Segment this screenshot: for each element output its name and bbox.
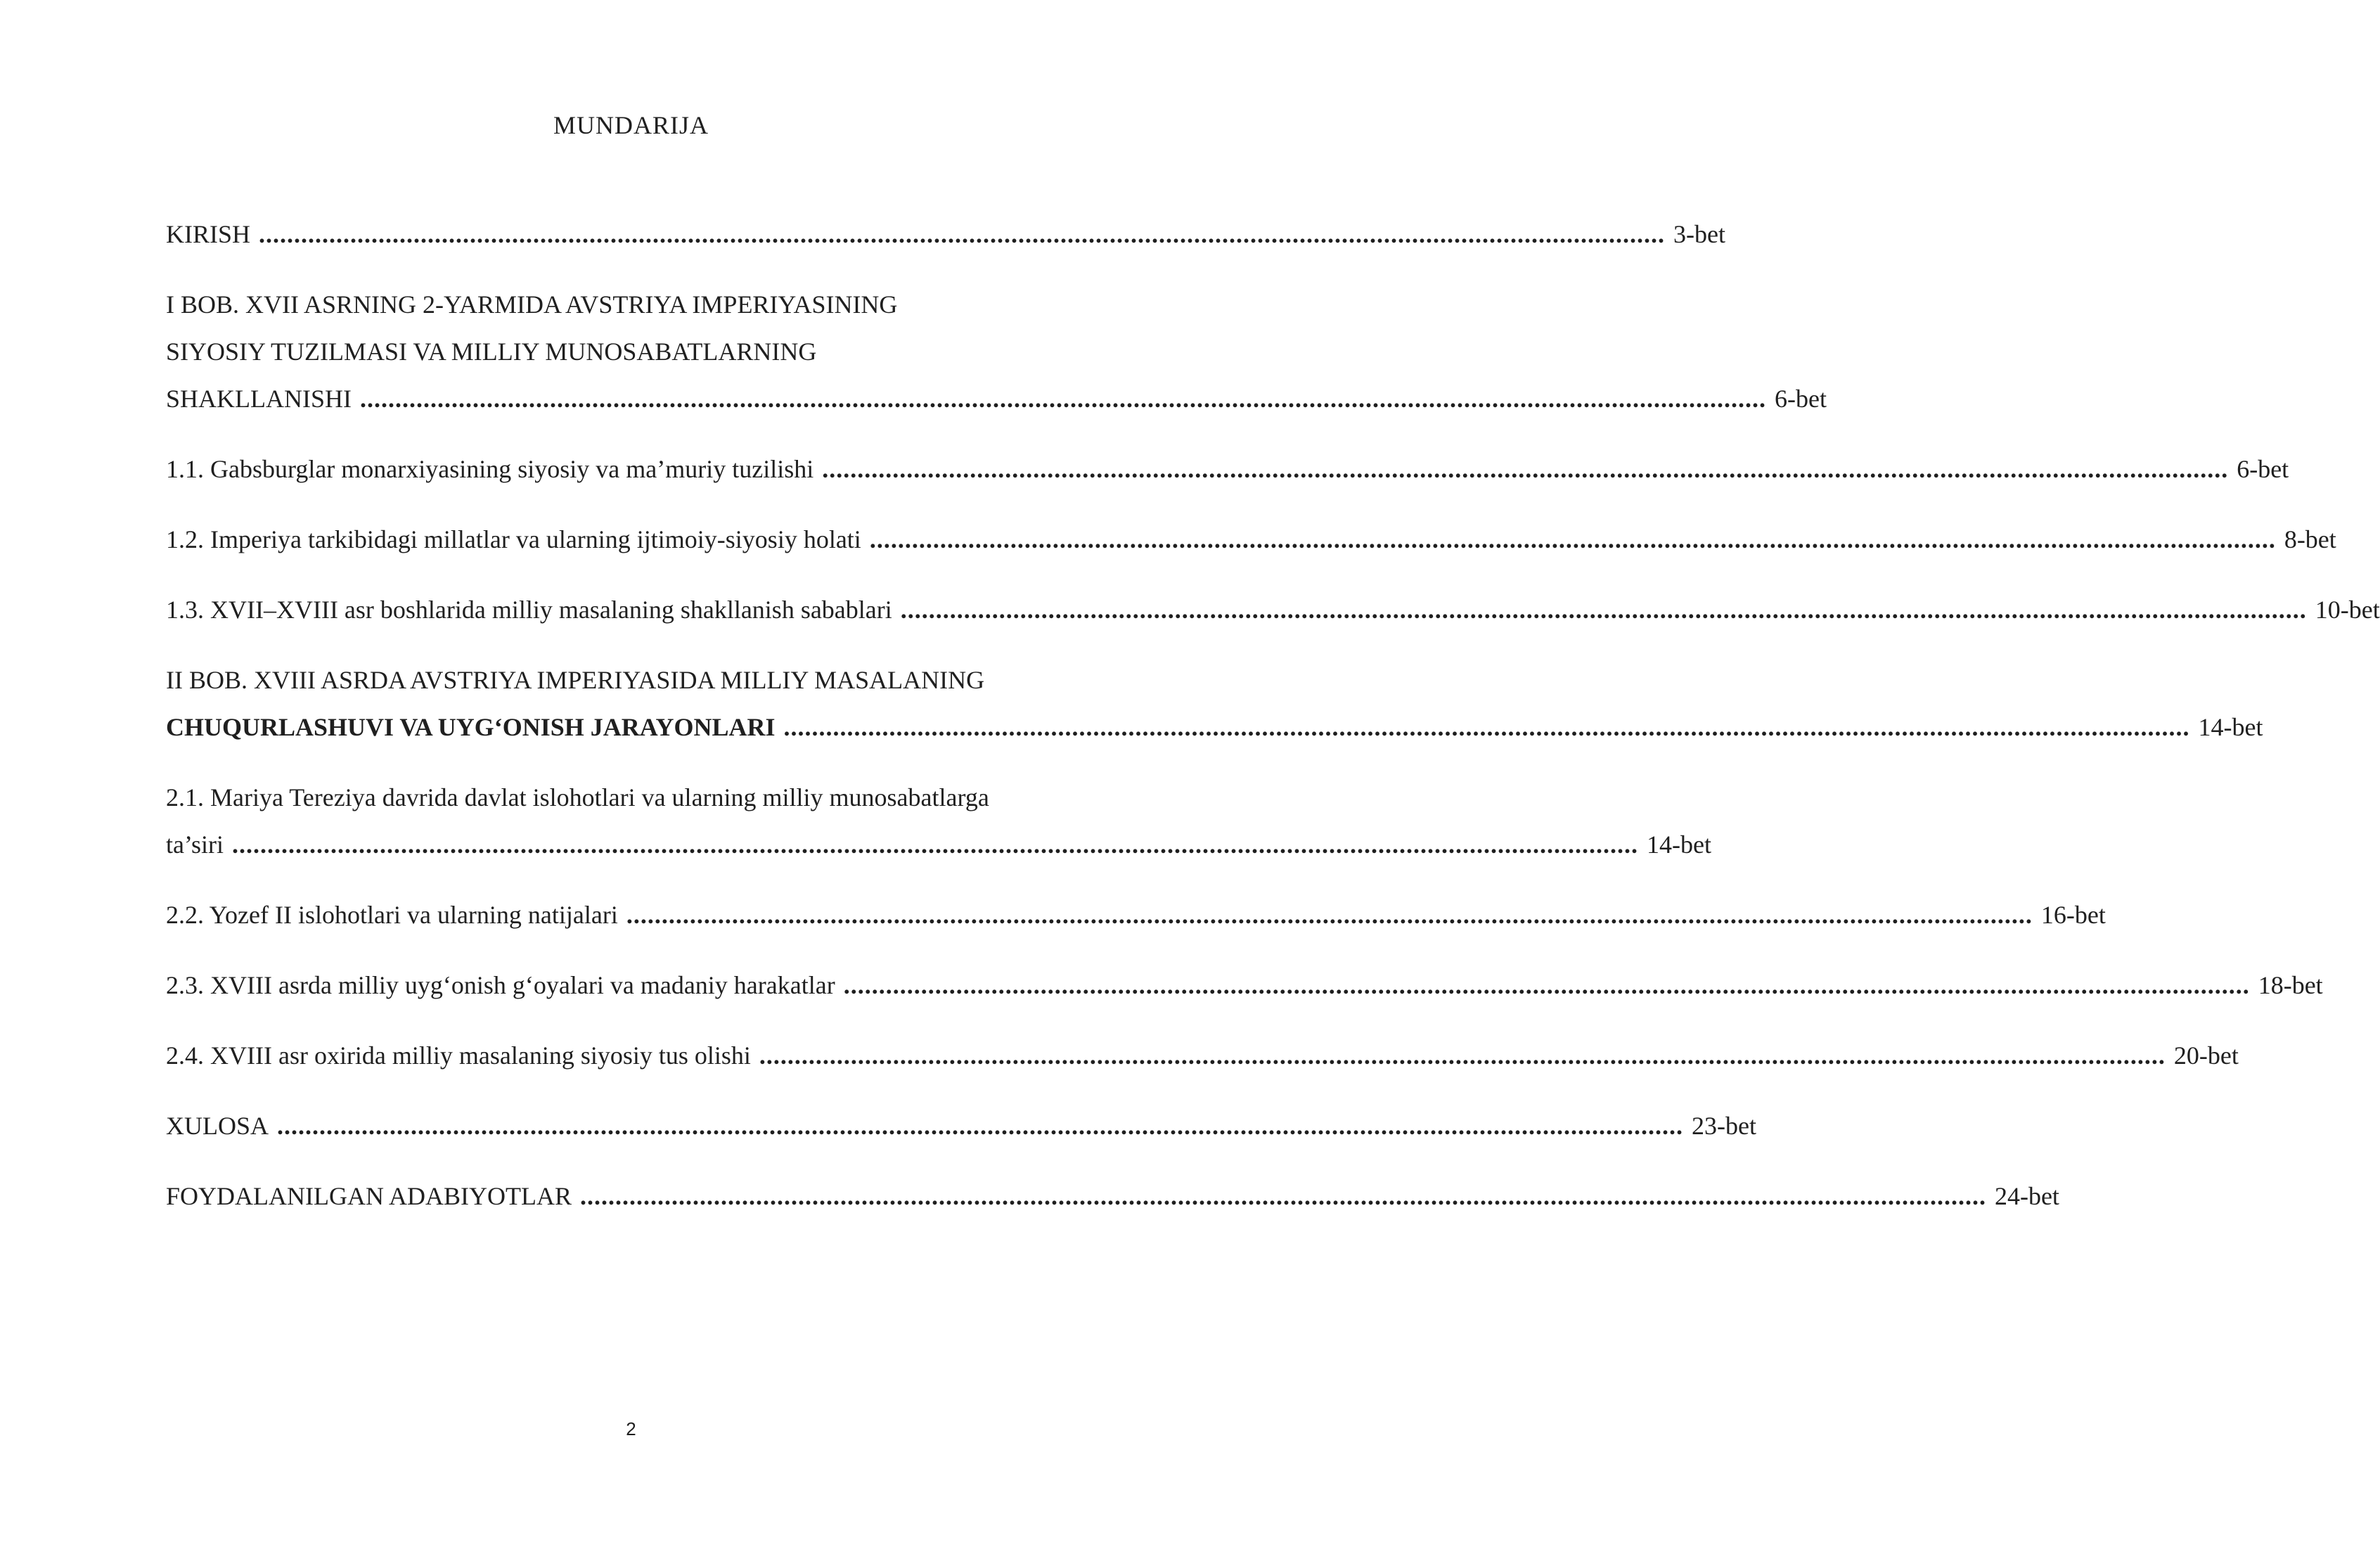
toc-entry-page: 3-bet	[1673, 220, 1725, 248]
toc-entry-page: 23-bet	[1692, 1112, 1756, 1140]
toc-entry-row	[166, 821, 1711, 868]
toc-entry-row	[166, 375, 1827, 423]
toc-entry-label: FOYDALANILGAN ADABIYOTLAR	[166, 1182, 572, 1210]
toc-entry-row	[166, 892, 2106, 939]
dot-leader: ........................................................................................................................................................................................................	[277, 1112, 1684, 1140]
toc-entry	[166, 586, 2380, 634]
toc-entry-row	[166, 704, 2263, 751]
table-of-contents	[166, 211, 2380, 1220]
dot-leader: ........................................................................................................................................................................................................	[360, 385, 1766, 413]
toc-entry-page: 14-bet	[1646, 830, 1711, 859]
toc-entry-page: 6-bet	[2237, 455, 2289, 483]
dot-leader: ........................................................................................................................................................................................................	[259, 220, 1666, 248]
toc-entry-page: 8-bet	[2284, 525, 2336, 553]
dot-leader: ........................................................................................................................................................................................................	[626, 901, 2033, 929]
dot-leader: ........................................................................................................................................................................................................	[231, 830, 1638, 859]
toc-entry-page: 16-bet	[2040, 901, 2106, 929]
toc-entry-label-line: SIYOSIY TUZILMASI VA MILLIY MUNOSABATLARNING	[166, 338, 817, 366]
toc-entry	[166, 1173, 2059, 1220]
toc-entry-page: 10-bet	[2315, 596, 2380, 624]
toc-entry-row	[166, 586, 2380, 634]
toc-entry	[166, 962, 2323, 1009]
toc-entry-label: 2.2. Yozef II islohotlari va ularning natijalari	[166, 901, 618, 929]
toc-entry-label: XULOSA	[166, 1112, 269, 1140]
toc-entry	[166, 211, 1725, 258]
toc-entry-label: 2.3. XVIII asrda milliy uyg‘onish g‘oyalari va madaniy harakatlar	[166, 971, 835, 999]
toc-entry-page: 14-bet	[2198, 713, 2263, 741]
toc-entry	[166, 516, 2336, 563]
dot-leader: ........................................................................................................................................................................................................	[759, 1041, 2166, 1070]
toc-entry-label: ta’siri	[166, 830, 224, 859]
toc-entry-label: CHUQURLASHUVI VA UYG‘ONISH JARAYONLARI	[166, 713, 776, 741]
toc-entry-row	[166, 1103, 1756, 1150]
dot-leader: ........................................................................................................................................................................................................	[869, 525, 2276, 553]
page-title: MUNDARIJA	[553, 111, 709, 139]
toc-entry	[166, 1103, 1756, 1150]
dot-leader: ........................................................................................................................................................................................................	[822, 455, 2229, 483]
toc-entry-row	[166, 1032, 2239, 1079]
toc-entry-label: 1.3. XVII–XVIII asr boshlarida milliy masalaning shakllanish sabablari	[166, 596, 892, 624]
toc-entry-row	[166, 446, 2289, 493]
toc-entry-label: 1.2. Imperiya tarkibidagi millatlar va ularning ijtimoiy-siyosiy holati	[166, 525, 861, 553]
toc-entry	[166, 774, 1711, 868]
toc-entry	[166, 1032, 2239, 1079]
toc-entry-row	[166, 516, 2336, 563]
dot-leader: ........................................................................................................................................................................................................	[843, 971, 2250, 999]
toc-entry	[166, 657, 2263, 751]
toc-entry-label: SHAKLLANISHI	[166, 385, 352, 413]
toc-entry-page: 20-bet	[2173, 1041, 2239, 1070]
toc-entry-row	[166, 962, 2323, 1009]
toc-entry	[166, 281, 1827, 423]
page-number: 2	[626, 1418, 636, 1439]
toc-entry-label-line: II BOB. XVIII ASRDA AVSTRIYA IMPERIYASIDA MILLIY MASALANING	[166, 666, 985, 694]
toc-entry-page: 6-bet	[1775, 385, 1827, 413]
toc-entry	[166, 446, 2289, 493]
toc-entry-row	[166, 211, 1725, 258]
dot-leader: ........................................................................................................................................................................................................	[900, 596, 2307, 624]
toc-entry-label-line: 2.1. Mariya Tereziya davrida davlat islohotlari va ularning milliy munosabatlarga	[166, 783, 989, 811]
dot-leader: ........................................................................................................................................................................................................	[579, 1182, 1986, 1210]
toc-entry-row	[166, 1173, 2059, 1220]
toc-entry	[166, 892, 2106, 939]
dot-leader: ........................................................................................................................................................................................................	[783, 713, 2190, 741]
toc-entry-label: 2.4. XVIII asr oxirida milliy masalaning siyosiy tus olishi	[166, 1041, 751, 1070]
toc-entry-label: 1.1. Gabsburglar monarxiyasining siyosiy va ma’muriy tuzilishi	[166, 455, 814, 483]
toc-entry-page: 18-bet	[2258, 971, 2323, 999]
toc-entry-page: 24-bet	[1994, 1182, 2059, 1210]
toc-entry-label: KIRISH	[166, 220, 251, 248]
toc-entry-label-line: I BOB. XVII ASRNING 2-YARMIDA AVSTRIYA IMPERIYASINING	[166, 290, 898, 319]
